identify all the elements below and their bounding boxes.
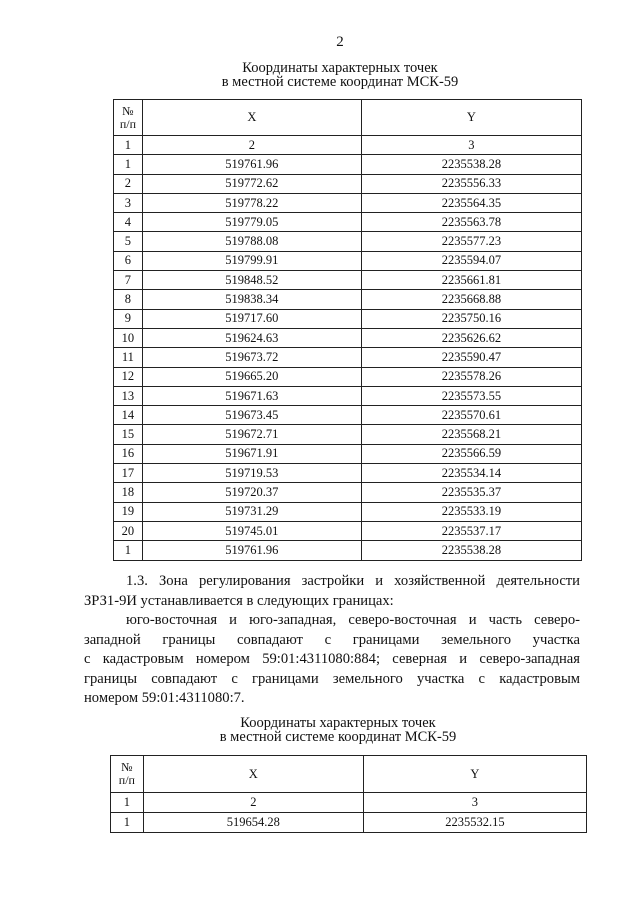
- table-row: [114, 483, 582, 502]
- cell-number: 20: [114, 521, 143, 540]
- paragraph-2-line-1: юго-восточная и юго-западная, северо-восточная и часть северо-: [126, 612, 580, 628]
- cell-y: 2235577.23: [361, 232, 581, 251]
- table-header-row: [114, 100, 582, 136]
- cell-y: 2235668.88: [361, 290, 581, 309]
- cell-x: 519720.37: [142, 483, 361, 502]
- cell-x: 519671.63: [142, 386, 361, 405]
- cell-number: 1: [114, 541, 143, 560]
- cell-y: 2235538.28: [361, 155, 581, 174]
- cell-y: 2235534.14: [361, 464, 581, 483]
- index-cell-n: 1: [114, 136, 143, 155]
- cell-x: 519665.20: [142, 367, 361, 386]
- cell-x: 519848.52: [142, 271, 361, 290]
- cell-y: 2235532.15: [363, 813, 586, 833]
- table-row: [114, 541, 582, 560]
- table1-caption: [0, 61, 640, 89]
- cell-x: 519838.34: [142, 290, 361, 309]
- cell-number: 1: [114, 155, 143, 174]
- table-row: [114, 232, 582, 251]
- table-row: [114, 521, 582, 540]
- table-row: [114, 444, 582, 463]
- cell-number: 10: [114, 328, 143, 347]
- table-row: [114, 367, 582, 386]
- table-row: [114, 425, 582, 444]
- cell-number: 12: [114, 367, 143, 386]
- table-row: [114, 406, 582, 425]
- page-number: 2: [336, 34, 344, 50]
- paragraph-1-line-1: 1.3. Зона регулирования застройки и хозяйственной деятельности: [126, 573, 580, 589]
- table-row: [114, 328, 582, 347]
- cell-number: 9: [114, 309, 143, 328]
- table-header-row: [111, 756, 587, 793]
- cell-x: 519654.28: [143, 813, 363, 833]
- table-row: [114, 174, 582, 193]
- cell-x: 519624.63: [142, 328, 361, 347]
- index-cell-x: 2: [143, 793, 363, 813]
- cell-x: 519772.62: [142, 174, 361, 193]
- cell-number: 1: [111, 813, 144, 833]
- cell-number: 4: [114, 213, 143, 232]
- table-index-row: [114, 136, 582, 155]
- cell-y: 2235594.07: [361, 251, 581, 270]
- paragraph-1-3: [84, 572, 580, 611]
- cell-x: 519761.96: [142, 155, 361, 174]
- table-row: [114, 290, 582, 309]
- cell-number: 14: [114, 406, 143, 425]
- cell-x: 519761.96: [142, 541, 361, 560]
- cell-number: 13: [114, 386, 143, 405]
- header-x: X: [142, 100, 361, 136]
- cell-number: 15: [114, 425, 143, 444]
- table-row: [114, 193, 582, 212]
- table-row: [114, 271, 582, 290]
- table1-caption-line1: Координаты характерных точек: [242, 60, 438, 76]
- cell-y: 2235626.62: [361, 328, 581, 347]
- cell-number: 2: [114, 174, 143, 193]
- cell-y: 2235570.61: [361, 406, 581, 425]
- header-number-sign: №: [121, 760, 133, 774]
- table2-caption: [0, 716, 640, 744]
- cell-number: 19: [114, 502, 143, 521]
- cell-x: 519673.72: [142, 348, 361, 367]
- table-row: [114, 502, 582, 521]
- cell-y: 2235537.17: [361, 521, 581, 540]
- cell-number: 6: [114, 251, 143, 270]
- header-number-sign: №: [122, 103, 134, 118]
- cell-y: 2235533.19: [361, 502, 581, 521]
- index-cell-y: 3: [361, 136, 581, 155]
- cell-number: 5: [114, 232, 143, 251]
- header-y: Y: [361, 100, 581, 136]
- header-number-cell: [111, 756, 144, 793]
- cell-x: 519671.91: [142, 444, 361, 463]
- coordinates-table-2: [110, 755, 587, 833]
- table-row: [114, 309, 582, 328]
- header-y: Y: [363, 756, 586, 793]
- paragraph-boundaries: [84, 611, 580, 709]
- cell-x: 519745.01: [142, 521, 361, 540]
- table-index-row: [111, 793, 587, 813]
- cell-number: 17: [114, 464, 143, 483]
- cell-x: 519788.08: [142, 232, 361, 251]
- paragraph-1-line-2: ЗРЗ1-9И устанавливается в следующих границах:: [84, 592, 394, 609]
- cell-y: 2235564.35: [361, 193, 581, 212]
- table-row: [114, 213, 582, 232]
- header-number-label: п/п: [119, 116, 136, 131]
- table-row: [114, 155, 582, 174]
- cell-y: 2235556.33: [361, 174, 581, 193]
- paragraph-2-line-3: с кадастровым номером 59:01:4311080:884; северная и северо-западная: [84, 651, 580, 667]
- cell-x: 519672.71: [142, 425, 361, 444]
- table2-caption-line1: Координаты характерных точек: [240, 715, 436, 731]
- cell-y: 2235538.28: [361, 541, 581, 560]
- header-number-label: п/п: [118, 773, 135, 787]
- cell-number: 7: [114, 271, 143, 290]
- table-row: [111, 813, 587, 833]
- cell-x: 519731.29: [142, 502, 361, 521]
- table-row: [114, 251, 582, 270]
- cell-x: 519778.22: [142, 193, 361, 212]
- paragraph-2-line-2: западной границы совпадают с границами земельного участка: [84, 631, 580, 648]
- cell-x: 519799.91: [142, 251, 361, 270]
- cell-y: 2235563.78: [361, 213, 581, 232]
- index-cell-x: 2: [142, 136, 361, 155]
- cell-x: 519717.60: [142, 309, 361, 328]
- cell-y: 2235750.16: [361, 309, 581, 328]
- cell-x: 519719.53: [142, 464, 361, 483]
- cell-number: 3: [114, 193, 143, 212]
- cell-x: 519673.45: [142, 406, 361, 425]
- header-x: X: [143, 756, 363, 793]
- paragraph-2-line-4: границы совпадают с границами земельного участка с кадастровым: [84, 670, 580, 687]
- cell-number: 18: [114, 483, 143, 502]
- table2-caption-line2: в местной системе координат МСК-59: [219, 729, 457, 745]
- cell-y: 2235661.81: [361, 271, 581, 290]
- table-row: [114, 464, 582, 483]
- cell-y: 2235568.21: [361, 425, 581, 444]
- table-row: [114, 348, 582, 367]
- cell-y: 2235566.59: [361, 444, 581, 463]
- table1-caption-line2: в местной системе координат МСК-59: [221, 74, 459, 90]
- cell-number: 11: [114, 348, 143, 367]
- table-row: [114, 386, 582, 405]
- coordinates-table-1: [113, 99, 582, 561]
- index-cell-y: 3: [363, 793, 586, 813]
- cell-y: 2235573.55: [361, 386, 581, 405]
- index-cell-n: 1: [111, 793, 144, 813]
- cell-number: 16: [114, 444, 143, 463]
- cell-x: 519779.05: [142, 213, 361, 232]
- cell-y: 2235590.47: [361, 348, 581, 367]
- paragraph-2-line-5: номером 59:01:4311080:7.: [84, 690, 245, 706]
- header-number-cell: [114, 100, 143, 136]
- cell-y: 2235578.26: [361, 367, 581, 386]
- cell-y: 2235535.37: [361, 483, 581, 502]
- cell-number: 8: [114, 290, 143, 309]
